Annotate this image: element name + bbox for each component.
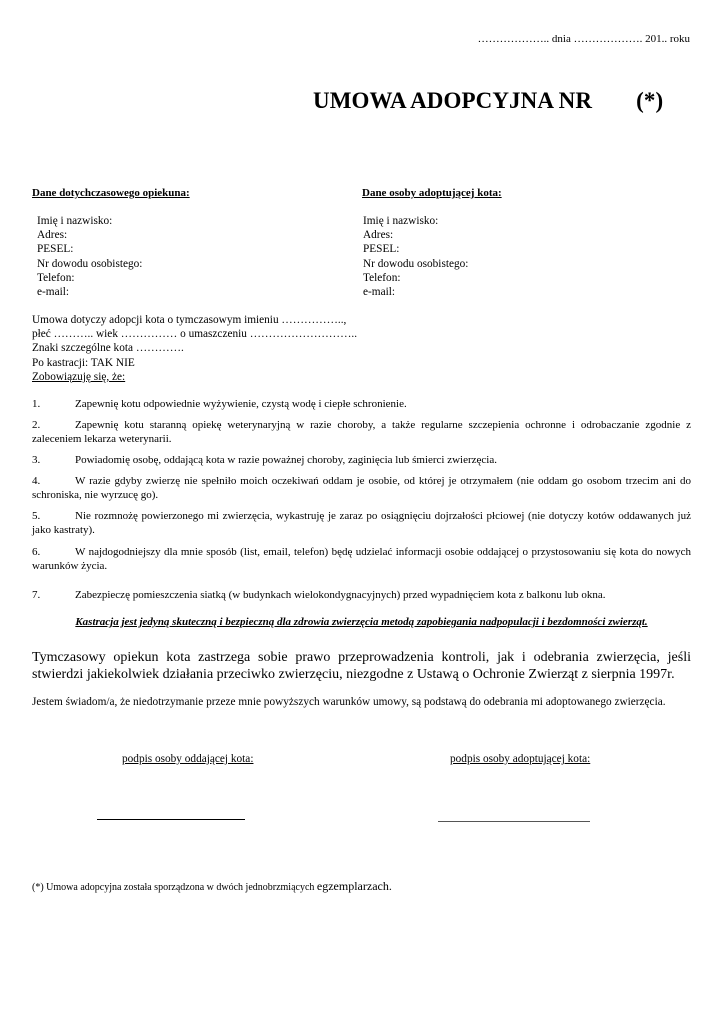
page-title — [313, 88, 663, 114]
obligation-item: 1. Zapewnię kotu odpowiednie wyżywienie, czystą wodę i ciepłe schronienie. — [32, 398, 407, 410]
obligation-item: 3. Powiadomię osobę, oddającą kota w razie poważnej choroby, zaginięcia lub śmierci zwierzęcia. — [32, 454, 497, 466]
right-column-heading: Dane osoby adoptującej kota: — [362, 187, 502, 199]
left-field-email: e-mail: — [37, 286, 69, 299]
left-field-id: Nr dowodu osobistego: — [37, 257, 143, 270]
right-field-name: Imię i nazwisko: — [363, 215, 439, 227]
signature-line-adopter — [438, 821, 590, 822]
control-clause: Tymczasowy opiekun kota zastrzega sobie prawo przeprowadzenia kontroli, jak i odebrania zwierzęcia, jeśli stwierdzi jakiekolwiek działania przeciwko zwierzęciu, niezgodne z Ustawą o Ochronie Zwierząt z sierpnia 1997r. — [32, 650, 691, 682]
cat-info — [32, 313, 357, 384]
title-marker: (*) — [636, 88, 664, 113]
left-field-address: Adres: — [37, 229, 68, 242]
signature-line-giver — [97, 819, 245, 820]
obligation-item: 6. W najdogodniejszy dla mnie sposób (list, email, telefon) będę udzielać informacji osobie oddającej o przystosowaniu się kota do nowych warunków życia. — [32, 546, 691, 573]
footnote — [32, 879, 392, 894]
obligation-item: 5. Nie rozmnożę powierzonego mi zwierzęcia, wykastruję je zaraz po osiągnięciu dojrzałości płciowej (nie dotyczy kotów oddawanych już jako kastraty). — [32, 510, 691, 537]
footnote-text: (*) Umowa adopcyjna została sporządzona w dwóch jednobrzmiących — [32, 882, 315, 893]
date-line: ……………….. dnia ………………. 201.. roku — [477, 33, 690, 45]
left-field-name: Imię i nazwisko: — [37, 215, 113, 227]
left-field-pesel: PESEL: — [37, 243, 74, 256]
awareness-clause: Jestem świadom/a, że niedotrzymanie przeze mnie powyższych warunków umowy, są podstawą do odebrania mi adoptowanego zwierzęcia. — [32, 696, 666, 708]
right-field-pesel: PESEL: — [363, 243, 400, 256]
right-column-fields — [363, 214, 468, 299]
right-field-phone: Telefon: — [363, 271, 401, 284]
left-column-heading: Dane dotychczasowego opiekuna: — [32, 187, 190, 199]
left-field-phone: Telefon: — [37, 271, 75, 284]
castration-note: Kastracja jest jedyną skuteczną i bezpieczną dla zdrowia zwierzęcia metodą zapobiegania nadpopulacji i bezdomności zwierząt. — [75, 616, 648, 628]
obligation-item: 2. Zapewnię kotu staranną opiekę weterynaryjną w razie choroby, a także regularne szczepienia ochronne i odrobaczanie zgodnie z zaleceniem lekarza weterynarii. — [32, 419, 691, 446]
cat-info-name: Umowa dotyczy adopcji kota o tymczasowym imieniu …………….., — [32, 314, 347, 326]
cat-info-castration: Po kastracji: TAK NIE — [32, 356, 135, 369]
obligations-heading: Zobowiązuję się, że: — [32, 370, 126, 383]
signature-label-giver: podpis osoby oddającej kota: — [122, 753, 254, 765]
right-field-address: Adres: — [363, 229, 394, 242]
signature-label-adopter: podpis osoby adoptującej kota: — [450, 753, 591, 765]
right-field-email: e-mail: — [363, 286, 395, 299]
cat-info-marks: Znaki szczególne kota …………. — [32, 342, 184, 355]
cat-info-sex-age-color: płeć ……….. wiek …………… o umaszczeniu ……………………….. — [32, 328, 358, 341]
right-field-id: Nr dowodu osobistego: — [363, 257, 469, 270]
footnote-tail: egzemplarzach. — [316, 879, 392, 893]
title-main: UMOWA ADOPCYJNA NR — [313, 88, 593, 113]
obligation-item: 7. Zabezpieczę pomieszczenia siatką (w budynkach wielokondygnacyjnych) przed wypadnięciem kota z balkonu lub okna. — [32, 589, 606, 601]
left-column-fields — [37, 214, 142, 299]
obligation-item: 4. W razie gdyby zwierzę nie spełniło moich oczekiwań oddam je osobie, od której je otrzymałem (nie oddam go osobom trzecim ani do schroniska, nie wyrzucę go). — [32, 475, 691, 502]
